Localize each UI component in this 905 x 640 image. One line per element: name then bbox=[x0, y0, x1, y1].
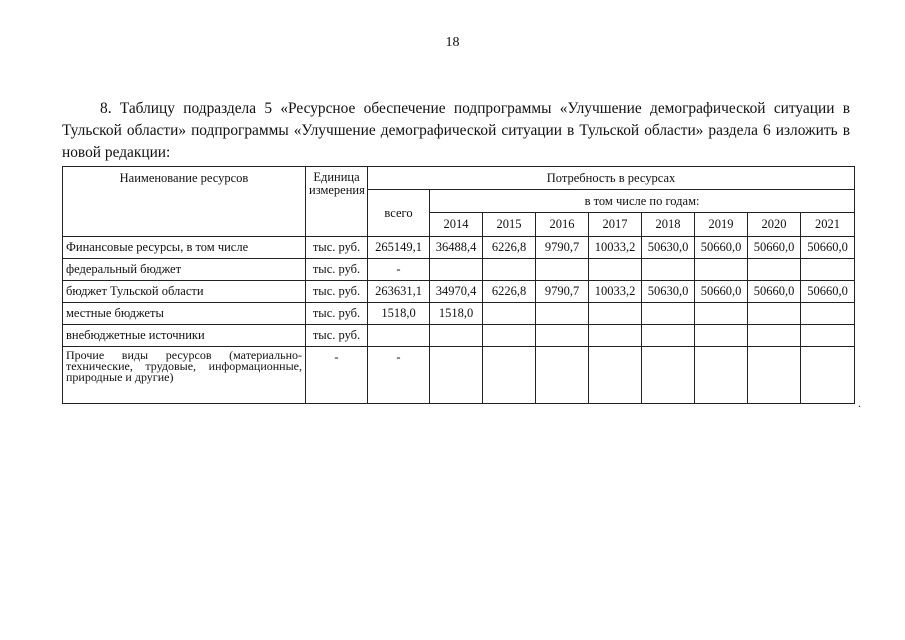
header-year: 2014 bbox=[430, 213, 483, 237]
row-total: 265149,1 bbox=[368, 237, 430, 259]
row-year-value: 34970,4 bbox=[430, 281, 483, 303]
header-by-years: в том числе по годам: bbox=[430, 190, 855, 213]
row-year-value bbox=[748, 303, 801, 325]
row-name: Прочие виды ресурсов (материально-технические, трудовые, информационные, природные и другие) bbox=[63, 347, 306, 404]
row-year-value bbox=[642, 347, 695, 404]
stray-mark: . bbox=[858, 396, 861, 410]
row-year-value: 50660,0 bbox=[748, 237, 801, 259]
row-unit: тыс. руб. bbox=[306, 237, 368, 259]
resources-table bbox=[62, 166, 855, 404]
row-year-value: 6226,8 bbox=[483, 281, 536, 303]
row-year-value: 9790,7 bbox=[536, 281, 589, 303]
row-name: внебюджетные источники bbox=[63, 325, 306, 347]
row-name: Финансовые ресурсы, в том числе bbox=[63, 237, 306, 259]
row-total: - bbox=[368, 259, 430, 281]
table-row bbox=[63, 347, 855, 404]
row-name: бюджет Тульской области bbox=[63, 281, 306, 303]
header-year: 2021 bbox=[801, 213, 855, 237]
row-year-value bbox=[748, 259, 801, 281]
row-unit: - bbox=[306, 347, 368, 404]
header-need: Потребность в ресурсах bbox=[368, 167, 855, 190]
table-row bbox=[63, 281, 855, 303]
row-year-value bbox=[430, 347, 483, 404]
row-year-value: 1518,0 bbox=[430, 303, 483, 325]
header-total: всего bbox=[368, 190, 430, 237]
row-year-value: 50660,0 bbox=[695, 281, 748, 303]
row-total: 1518,0 bbox=[368, 303, 430, 325]
header-year: 2018 bbox=[642, 213, 695, 237]
row-year-value bbox=[536, 259, 589, 281]
table-row bbox=[63, 259, 855, 281]
row-year-value bbox=[430, 259, 483, 281]
row-unit: тыс. руб. bbox=[306, 303, 368, 325]
row-year-value bbox=[483, 259, 536, 281]
header-year: 2020 bbox=[748, 213, 801, 237]
row-year-value bbox=[801, 259, 855, 281]
row-total: - bbox=[368, 347, 430, 404]
row-year-value: 50630,0 bbox=[642, 237, 695, 259]
header-unit: Единица измерения bbox=[306, 167, 368, 237]
row-year-value bbox=[748, 347, 801, 404]
page-number: 18 bbox=[445, 35, 460, 50]
row-year-value bbox=[801, 303, 855, 325]
row-year-value bbox=[695, 325, 748, 347]
header-year: 2019 bbox=[695, 213, 748, 237]
row-year-value bbox=[536, 325, 589, 347]
row-year-value bbox=[748, 325, 801, 347]
row-year-value bbox=[589, 325, 642, 347]
row-year-value bbox=[801, 347, 855, 404]
row-year-value bbox=[695, 347, 748, 404]
row-year-value: 50660,0 bbox=[748, 281, 801, 303]
row-year-value: 50630,0 bbox=[642, 281, 695, 303]
row-year-value bbox=[801, 325, 855, 347]
header-year: 2017 bbox=[589, 213, 642, 237]
row-year-value: 50660,0 bbox=[801, 281, 855, 303]
row-year-value bbox=[695, 303, 748, 325]
amendment-paragraph: 8. Таблицу подраздела 5 «Ресурсное обеспечение подпрограммы «Улучшение демографической ситуации в Тульской области» подпрограммы «Улучшение демографической ситуации в Тульской области» раздела 6 изложить в новой редакции: bbox=[62, 100, 850, 161]
row-unit: тыс. руб. bbox=[306, 259, 368, 281]
row-unit: тыс. руб. bbox=[306, 325, 368, 347]
table-row bbox=[63, 237, 855, 259]
header-year: 2016 bbox=[536, 213, 589, 237]
row-year-value: 36488,4 bbox=[430, 237, 483, 259]
row-unit: тыс. руб. bbox=[306, 281, 368, 303]
row-year-value: 9790,7 bbox=[536, 237, 589, 259]
row-year-value: 50660,0 bbox=[801, 237, 855, 259]
row-year-value bbox=[536, 347, 589, 404]
row-year-value bbox=[589, 347, 642, 404]
row-year-value bbox=[483, 325, 536, 347]
row-year-value: 6226,8 bbox=[483, 237, 536, 259]
row-year-value bbox=[589, 303, 642, 325]
row-year-value: 10033,2 bbox=[589, 237, 642, 259]
row-year-value bbox=[589, 259, 642, 281]
row-name: местные бюджеты bbox=[63, 303, 306, 325]
row-year-value: 10033,2 bbox=[589, 281, 642, 303]
header-name: Наименование ресурсов bbox=[63, 167, 306, 237]
row-year-value bbox=[536, 303, 589, 325]
row-name: федеральный бюджет bbox=[63, 259, 306, 281]
row-year-value bbox=[642, 325, 695, 347]
row-year-value bbox=[642, 259, 695, 281]
row-total bbox=[368, 325, 430, 347]
row-year-value bbox=[695, 259, 748, 281]
row-year-value bbox=[430, 325, 483, 347]
row-year-value bbox=[483, 347, 536, 404]
header-row-1 bbox=[63, 167, 855, 190]
header-year: 2015 bbox=[483, 213, 536, 237]
row-year-value bbox=[642, 303, 695, 325]
row-year-value bbox=[483, 303, 536, 325]
table-row bbox=[63, 325, 855, 347]
row-total: 263631,1 bbox=[368, 281, 430, 303]
table-row bbox=[63, 303, 855, 325]
row-year-value: 50660,0 bbox=[695, 237, 748, 259]
